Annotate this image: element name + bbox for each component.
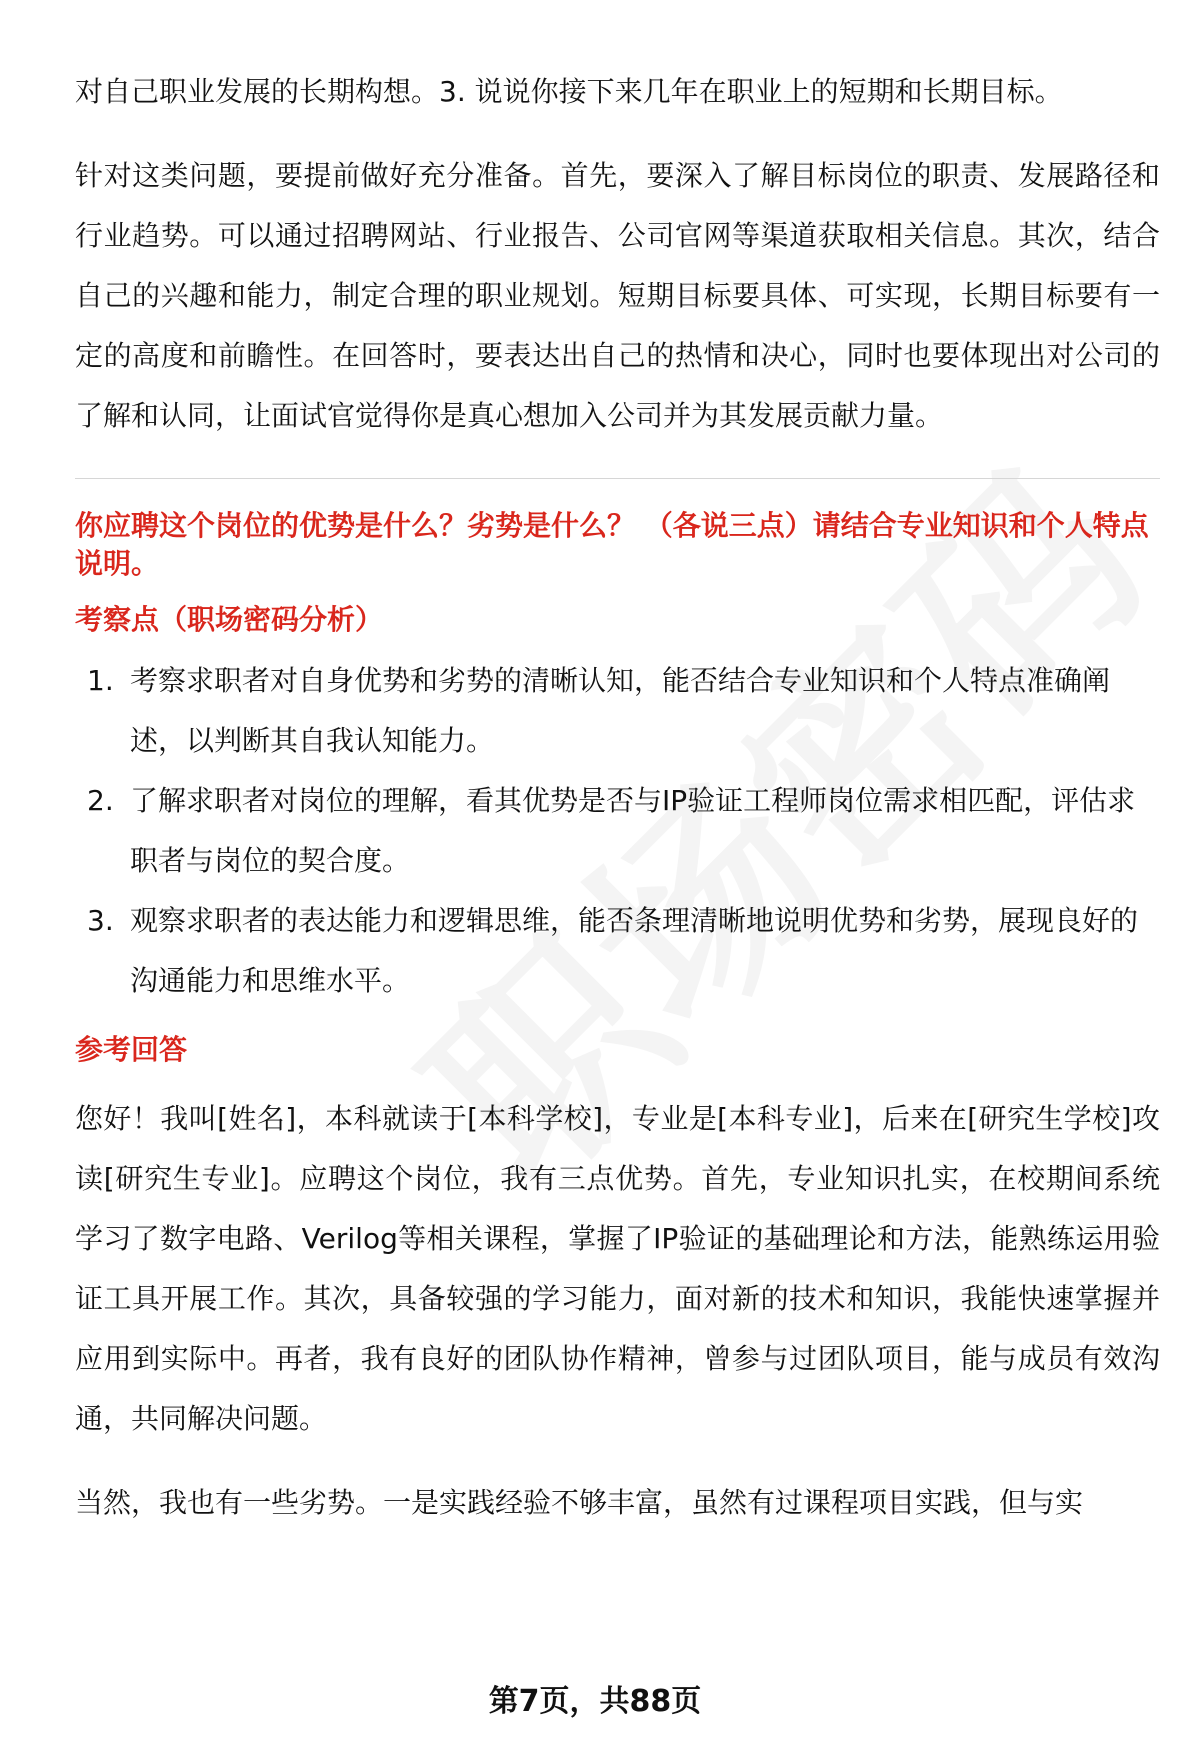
list-item-text: 观察求职者的表达能力和逻辑思维，能否条理清晰地说明优势和劣势，展现良好的沟通能力和思维水平。 <box>130 904 1139 997</box>
question-title: 你应聘这个岗位的优势是什么？劣势是什么？ （各说三点）请结合专业知识和个人特点说明。 <box>75 509 1149 580</box>
page-number-footer: 第7页，共88页 <box>488 1684 702 1719</box>
page-content <box>75 62 1160 1533</box>
list-item-number: 3. <box>87 904 114 937</box>
list-item-text: 考察求职者对自身优势和劣势的清晰认知，能否结合专业知识和个人特点准确阐述，以判断其自我认知能力。 <box>130 664 1111 757</box>
exam-points-heading: 考察点（职场密码分析） <box>75 603 384 636</box>
reference-answer <box>75 1089 1160 1533</box>
exam-points-list <box>75 651 1160 1011</box>
list-item <box>75 891 1160 1011</box>
section-divider <box>75 478 1160 479</box>
list-item-number: 1. <box>87 664 114 697</box>
answer-paragraph: 当然，我也有一些劣势。一是实践经验不够丰富，虽然有过课程项目实践，但与实 <box>75 1486 1084 1519</box>
answer-paragraph: 您好！我叫[姓名]，本科就读于[本科学校]，专业是[本科专业]，后来在[研究生学校]攻读[研究生专业]。应聘这个岗位，我有三点优势。首先，专业知识扎实，在校期间系统学习了数字电路、Verilog等相关课程，掌握了IP验证的基础理论和方法，能熟练运用验证工具开展工作。其次，具备较强的学习能力，面对新的技术和知识，我能快速掌握并应用到实际中。再者，我有良好的团队协作精神，曾参与过团队项目，能与成员有效沟通，共同解决问题。 <box>75 1102 1160 1435</box>
list-item-number: 2. <box>87 784 114 817</box>
reference-answer-heading: 参考回答 <box>75 1033 188 1066</box>
list-item <box>75 771 1160 891</box>
paragraph: 对自己职业发展的长期构想。3. 说说你接下来几年在职业上的短期和长期目标。 <box>75 75 1063 108</box>
list-item-text: 了解求职者对岗位的理解，看其优势是否与IP验证工程师岗位需求相匹配，评估求职者与岗位的契合度。 <box>130 784 1136 877</box>
list-item <box>75 651 1160 771</box>
paragraph: 针对这类问题，要提前做好充分准备。首先，要深入了解目标岗位的职责、发展路径和行业趋势。可以通过招聘网站、行业报告、公司官网等渠道获取相关信息。其次，结合自己的兴趣和能力，制定合理的职业规划。短期目标要具体、可实现，长期目标要有一定的高度和前瞻性。在回答时，要表达出自己的热情和决心，同时也要体现出对公司的了解和认同，让面试官觉得你是真心想加入公司并为其发展贡献力量。 <box>75 159 1160 432</box>
